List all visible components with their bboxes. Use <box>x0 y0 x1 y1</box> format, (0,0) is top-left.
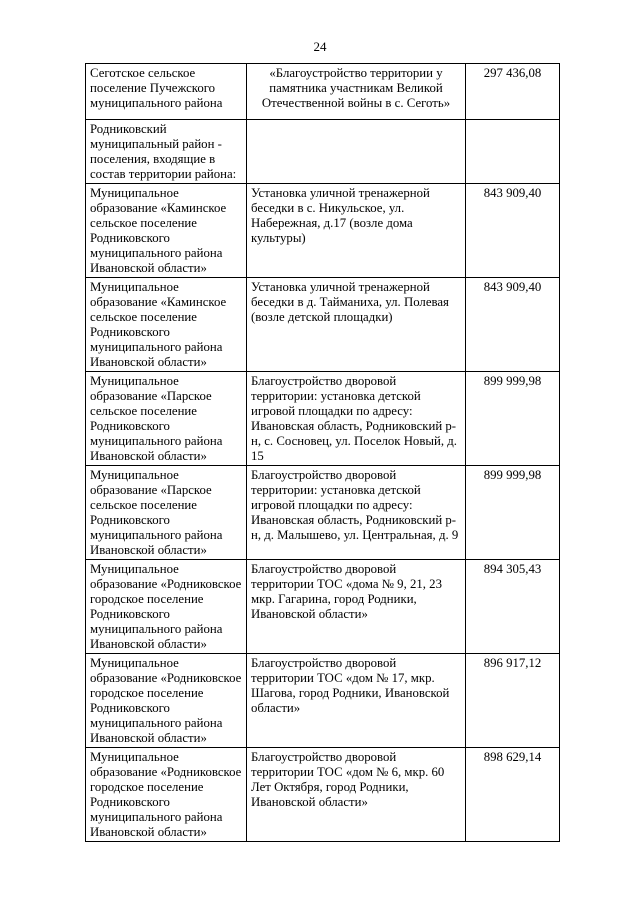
table-row <box>86 466 560 560</box>
table-row <box>86 64 560 120</box>
recipient-cell: Родниковский муниципальный район - поселения, входящие в состав территории района: <box>86 120 247 184</box>
amount-cell: 894 305,43 <box>466 560 560 654</box>
table-row <box>86 560 560 654</box>
project-cell: Благоустройство дворовой территории: установка детской игровой площадки по адресу: Ивановская область, Родниковский р-н, д. Малышево, ул. Центральная, д. 9 <box>247 466 466 560</box>
project-cell: Установка уличной тренажерной беседки в с. Никульское, ул. Набережная, д.17 (возле дома культуры) <box>247 184 466 278</box>
project-cell: Благоустройство дворовой территории ТОС «дом № 6, мкр. 60 Лет Октября, город Родники, Ивановской области» <box>247 748 466 842</box>
table-row <box>86 120 560 184</box>
recipient-cell: Муниципальное образование «Родниковское городское поселение Родниковского муниципального района Ивановской области» <box>86 560 247 654</box>
recipient-cell: Муниципальное образование «Каминское сельское поселение Родниковского муниципального района Ивановской области» <box>86 278 247 372</box>
table-row <box>86 184 560 278</box>
page-number: 24 <box>313 39 327 54</box>
table-row <box>86 372 560 466</box>
project-cell <box>247 120 466 184</box>
project-cell: «Благоустройство территории у памятника участникам Великой Отечественной войны в с. Сеготь» <box>247 64 466 120</box>
recipient-cell: Муниципальное образование «Парское сельское поселение Родниковского муниципального района Ивановской области» <box>86 466 247 560</box>
project-cell: Благоустройство дворовой территории ТОС «дома № 9, 21, 23 мкр. Гагарина, город Родники, Ивановской области» <box>247 560 466 654</box>
amount-cell: 843 909,40 <box>466 184 560 278</box>
recipient-cell: Сеготское сельское поселение Пучежского муниципального района <box>86 64 247 120</box>
recipient-cell: Муниципальное образование «Родниковское городское поселение Родниковского муниципального района Ивановской области» <box>86 748 247 842</box>
project-cell: Благоустройство дворовой территории: установка детской игровой площадки по адресу: Ивановская область, Родниковский р-н, с. Сосновец, ул. Поселок Новый, д. 15 <box>247 372 466 466</box>
table-row <box>86 278 560 372</box>
recipient-cell: Муниципальное образование «Парское сельское поселение Родниковского муниципального района Ивановской области» <box>86 372 247 466</box>
amount-cell: 899 999,98 <box>466 372 560 466</box>
table-row <box>86 654 560 748</box>
amount-cell: 297 436,08 <box>466 64 560 120</box>
recipient-cell: Муниципальное образование «Каминское сельское поселение Родниковского муниципального района Ивановской области» <box>86 184 247 278</box>
project-cell: Установка уличной тренажерной беседки в д. Тайманиха, ул. Полевая (возле детской площадки) <box>247 278 466 372</box>
amount-cell: 899 999,98 <box>466 466 560 560</box>
recipient-cell: Муниципальное образование «Родниковское городское поселение Родниковского муниципального района Ивановской области» <box>86 654 247 748</box>
amount-cell: 898 629,14 <box>466 748 560 842</box>
amount-cell <box>466 120 560 184</box>
amount-cell: 843 909,40 <box>466 278 560 372</box>
table-row <box>86 748 560 842</box>
funding-table <box>85 63 560 842</box>
project-cell: Благоустройство дворовой территории ТОС «дом № 17, мкр. Шагова, город Родники, Ивановской области» <box>247 654 466 748</box>
amount-cell: 896 917,12 <box>466 654 560 748</box>
